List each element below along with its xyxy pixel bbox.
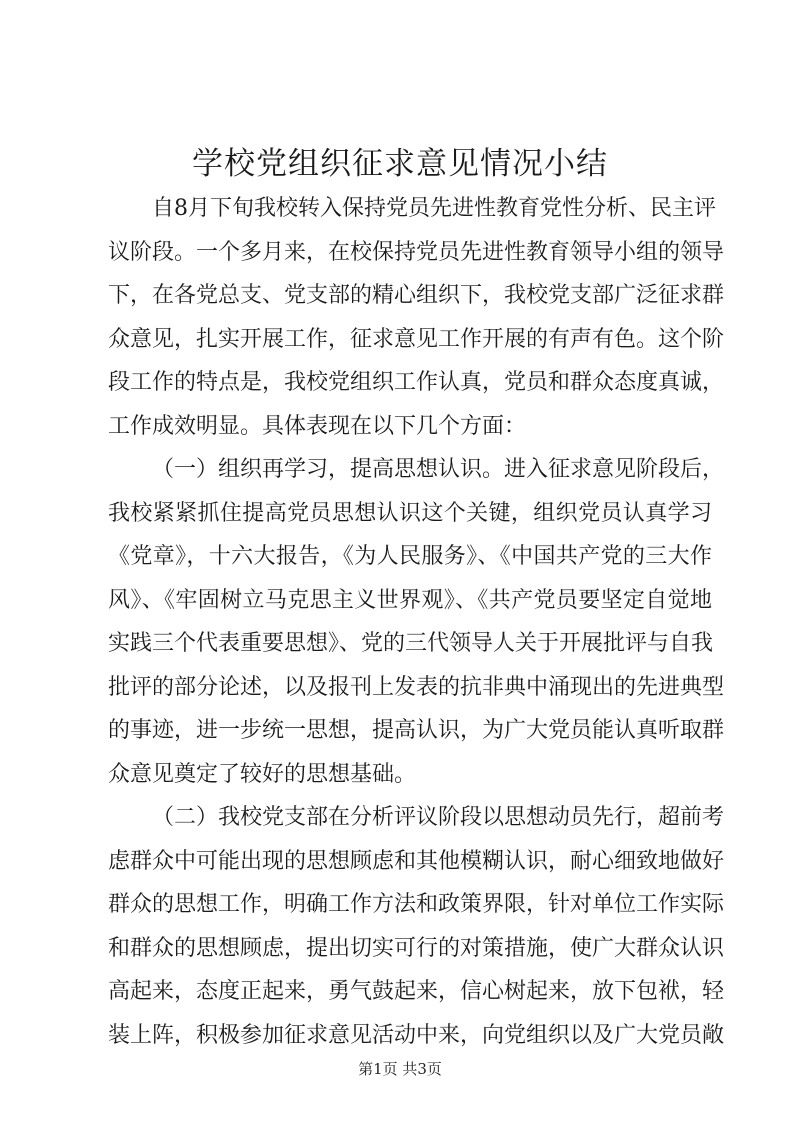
paragraph-line: 的事迹，进一步统一思想，提高认识，为广大党员能认真听取群 bbox=[108, 718, 725, 743]
paragraph-line: 虑群众中可能出现的思想顾虑和其他模糊认识，耐心细致地做好 bbox=[108, 849, 725, 874]
paragraph-line: 群众的思想工作，明确工作方法和政策界限，针对单位工作实际 bbox=[108, 892, 725, 917]
paragraph-line: 众意见，扎实开展工作，征求意见工作开展的有声有色。这个阶 bbox=[108, 327, 725, 352]
paragraph-line: 工作成效明显。具体表现在以下几个方面： bbox=[108, 414, 527, 439]
paragraph-line: 《党章》，十六大报告，《为人民服务》、《中国共产党的三大作 bbox=[108, 544, 712, 569]
paragraph-line: 众意见奠定了较好的思想基础。 bbox=[108, 762, 417, 787]
document-title: 学校党组织征求意见情况小结 bbox=[192, 146, 608, 182]
paragraph-line: 实践三个代表重要思想》、党的三代领导人关于开展批评与自我 bbox=[108, 631, 714, 656]
paragraph-line: 批评的部分论述，以及报刊上发表的抗非典中涌现出的先进典型 bbox=[108, 675, 725, 700]
page-number-footer: 第1页 共3页 bbox=[358, 1060, 442, 1078]
paragraph-line: 和群众的思想顾虑，提出切实可行的对策措施，使广大群众认识 bbox=[108, 936, 725, 961]
paragraph-line: （一）组织再学习，提高思想认识。进入征求意见阶段后， bbox=[152, 457, 725, 482]
paragraph-line: 段工作的特点是，我校党组织工作认真，党员和群众态度真诚， bbox=[108, 370, 725, 395]
paragraph-line: 自8月下旬我校转入保持党员先进性教育党性分析、民主评 bbox=[152, 196, 716, 221]
paragraph-line: 装上阵，积极参加征求意见活动中来，向党组织以及广大党员敞 bbox=[108, 1023, 725, 1048]
paragraph-line: 下，在各党总支、党支部的精心组织下，我校党支部广泛征求群 bbox=[108, 283, 725, 308]
paragraph-line: （二）我校党支部在分析评议阶段以思想动员先行，超前考 bbox=[152, 805, 725, 830]
paragraph-line: 我校紧紧抓住提高党员思想认识这个关键，组织党员认真学习 bbox=[108, 501, 712, 526]
paragraph-line: 高起来，态度正起来，勇气鼓起来，信心树起来，放下包袱，轻 bbox=[108, 979, 725, 1004]
paragraph-line: 风》、《牢固树立马克思主义世界观》、《共产党员要坚定自觉地 bbox=[108, 588, 712, 613]
paragraph-line: 议阶段。一个多月来，在校保持党员先进性教育领导小组的领导 bbox=[108, 240, 725, 265]
